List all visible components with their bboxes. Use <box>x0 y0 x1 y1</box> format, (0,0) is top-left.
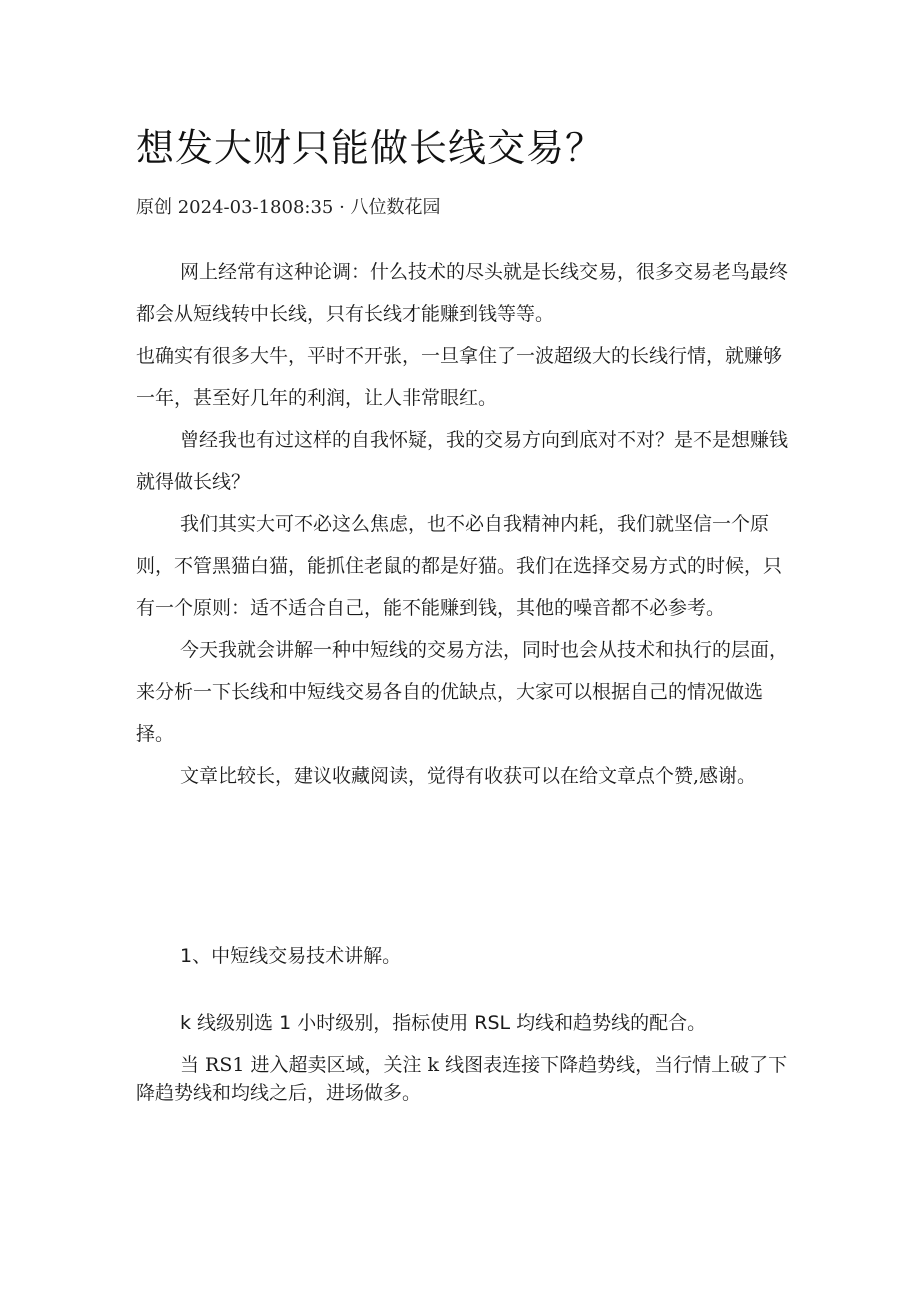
paragraph-entry-rule: 当 RS1 进入超卖区域，关注 k 线图表连接下降趋势线，当行情上破了下降趋势线和均线之后，进场做多。 <box>136 1054 788 1104</box>
sub-heading: k 线级别选 1 小时级别，指标使用 RSL 均线和趋势线的配合。 <box>180 1012 707 1034</box>
paragraph-intro: 网上经常有这种论调：什么技术的尽头就是长线交易，很多交易老鸟最终都会从短线转中长线，只有长线才能赚到钱等等。 <box>136 261 789 325</box>
paragraph-big-traders: 也确实有很多大牛，平时不开张，一旦拿住了一波超级大的长线行情，就赚够一年，甚至好几年的利润，让人非常眼红。 <box>136 345 783 409</box>
section-heading: 1、中短线交易技术讲解。 <box>180 945 402 967</box>
paragraph-self-doubt: 曾经我也有过这样的自我怀疑，我的交易方向到底对不对？是不是想赚钱就得做长线？ <box>136 429 789 493</box>
article-meta: 原创 2024-03-1808:35 · 八位数花园 <box>136 197 441 218</box>
paragraph-thanks: 文章比较长，建议收藏阅读，觉得有收获可以在给文章点个赞,感谢。 <box>180 765 757 787</box>
article-title: 想发大财只能做长线交易？ <box>136 126 605 170</box>
paragraph-today: 今天我就会讲解一种中短线的交易方法，同时也会从技术和执行的层面，来分析一下长线和中短线交易各自的优缺点，大家可以根据自己的情况做选择。 <box>136 639 789 745</box>
paragraph-principle: 我们其实大可不必这么焦虑，也不必自我精神内耗，我们就坚信一个原则，不管黑猫白猫，能抓住老鼠的都是好猫。我们在选择交易方式的时候，只有一个原则：适不适合自己，能不能赚到钱，其他的噪音都不必参考。 <box>136 513 783 619</box>
